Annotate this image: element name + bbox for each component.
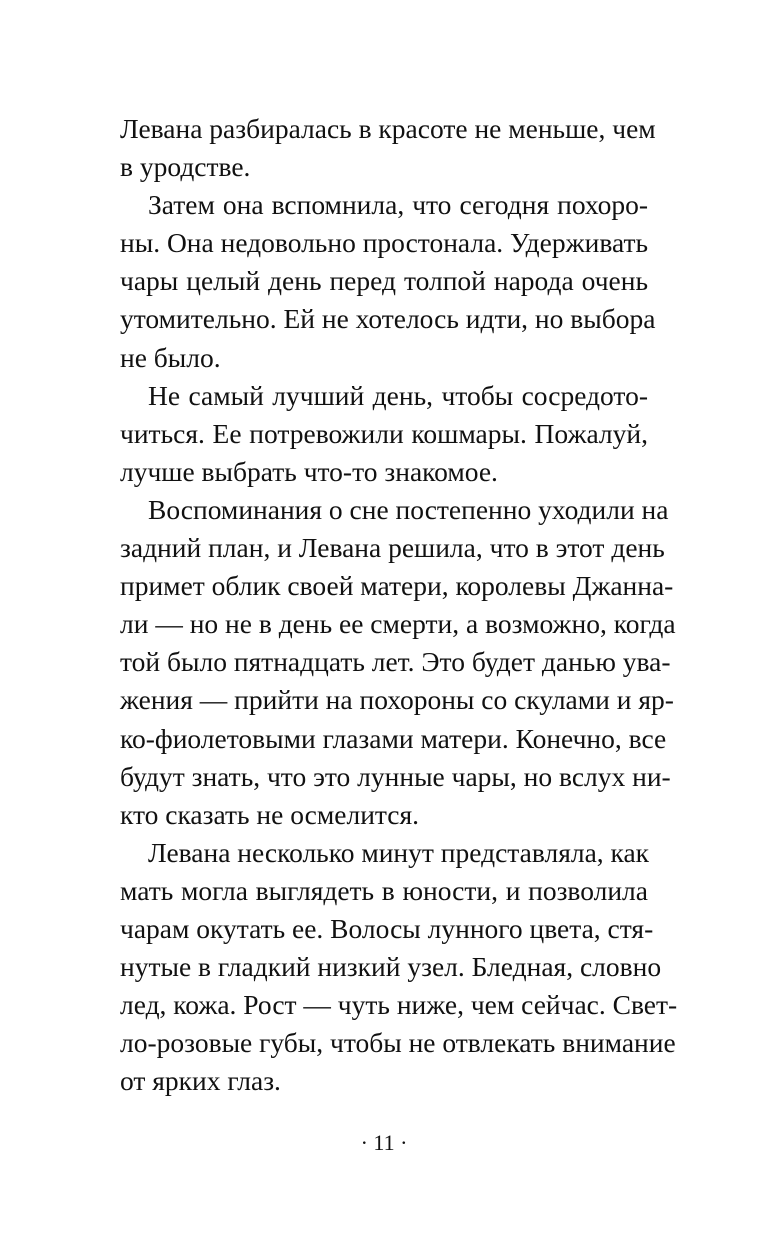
text-line: мать могла выглядеть в юности, и позволила bbox=[120, 874, 648, 906]
paragraph bbox=[120, 834, 678, 1101]
text-line: чары целый день перед толпой народа очень bbox=[120, 265, 648, 297]
text-line: жения — прийти на похороны со скулами и яр- bbox=[120, 684, 674, 716]
text-line: ли — но не в день ее смерти, а возможно, когда bbox=[120, 608, 676, 640]
text-line: задний план, и Левана решила, что в этот день bbox=[120, 532, 665, 564]
text-line: Левана разбиралась в красоте не меньше, чем bbox=[120, 113, 656, 144]
text-line: ны. Она недовольно простонала. Удерживать bbox=[120, 227, 649, 259]
text-line: чарам окутать ее. Волосы лунного цвета, стя- bbox=[120, 912, 654, 944]
text-line: нутые в гладкий низкий узел. Бледная, словно bbox=[120, 951, 662, 983]
text-line: лед, кожа. Рост — чуть ниже, чем сейчас. Свет- bbox=[120, 989, 678, 1021]
text-line: Левана несколько минут представляла, как bbox=[148, 836, 650, 868]
text-line: ло-розовые губы, чтобы не отвлекать внимание bbox=[120, 1027, 676, 1059]
text-line: не было. bbox=[120, 341, 221, 373]
paragraph bbox=[120, 491, 676, 834]
body-text bbox=[120, 110, 678, 1100]
text-line: Воспоминания о сне постепенно уходили на bbox=[148, 493, 669, 525]
text-line: будут знать, что это лунные чары, но вслух ни- bbox=[120, 760, 671, 792]
text-line: в уродстве. bbox=[120, 151, 251, 183]
paragraph bbox=[120, 186, 656, 376]
page-number: · 11 · bbox=[360, 1130, 408, 1155]
text-line: примет облик своей матери, королевы Джанна- bbox=[120, 570, 674, 602]
text-line: ко-фиолетовыми глазами матери. Конечно, все bbox=[120, 722, 667, 754]
text-line: Не самый лучший день, чтобы сосредото- bbox=[148, 379, 648, 411]
paragraph bbox=[120, 377, 648, 491]
text-line: той было пятнадцать лет. Это будет данью ува- bbox=[120, 646, 671, 678]
text-line: кто сказать не осмелится. bbox=[120, 798, 419, 830]
text-line: от ярких глаз. bbox=[120, 1065, 281, 1097]
text-line: лучше выбрать что-то знакомое. bbox=[120, 455, 498, 487]
text-line: читься. Ее потревожили кошмары. Пожалуй, bbox=[120, 417, 648, 449]
paragraph bbox=[120, 110, 656, 186]
text-line: Затем она вспомнила, что сегодня похоро- bbox=[148, 189, 648, 221]
text-line: утомительно. Ей не хотелось идти, но выбора bbox=[120, 303, 656, 335]
